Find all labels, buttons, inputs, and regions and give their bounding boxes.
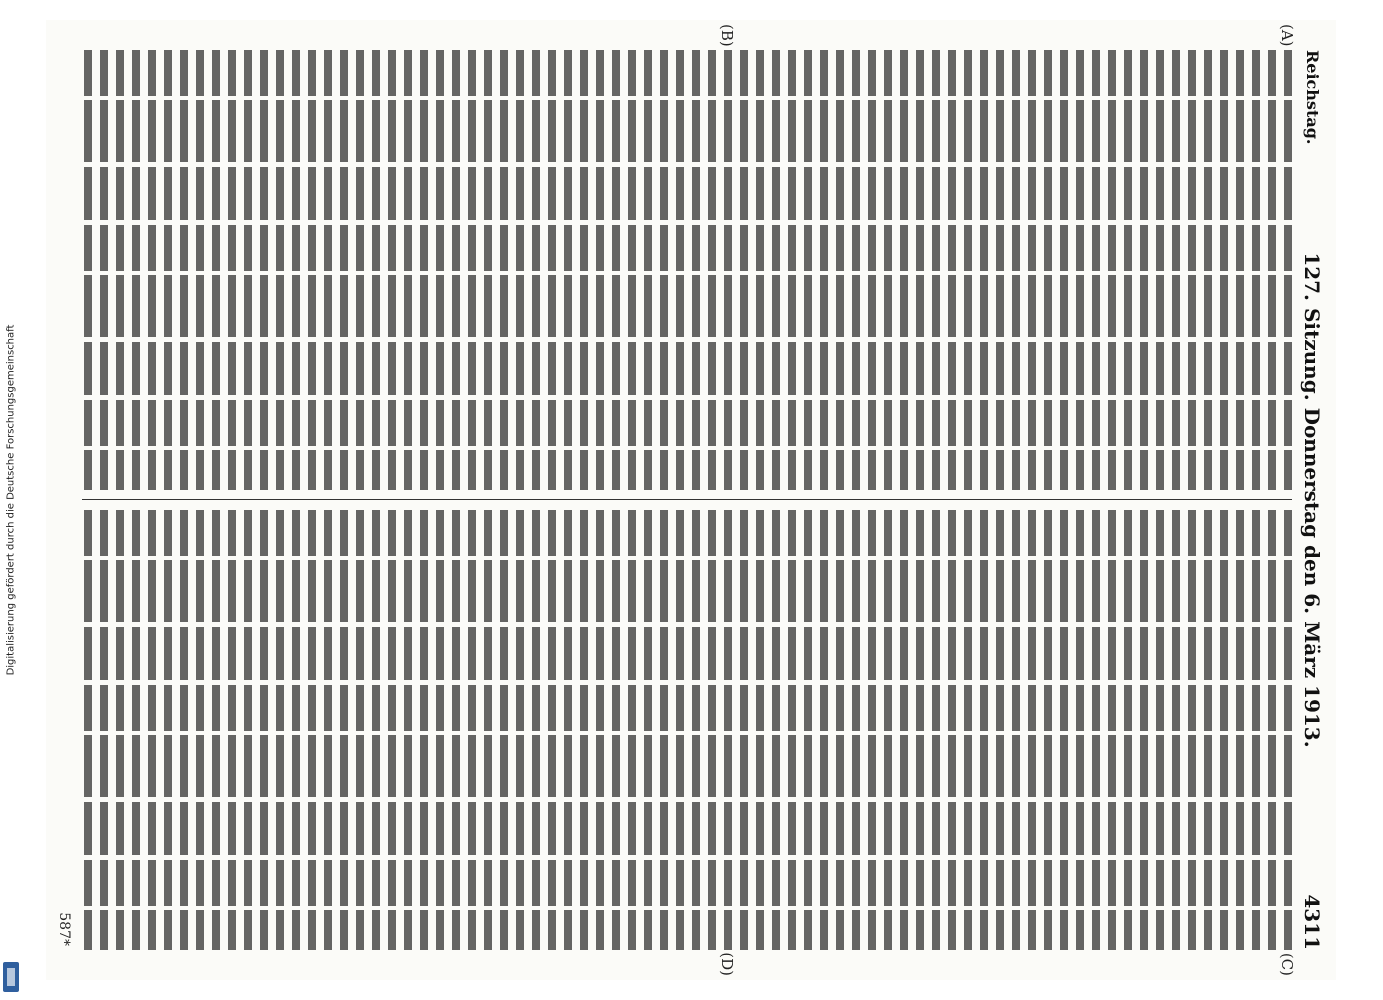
body-text-lines-right	[82, 510, 1292, 950]
margin-letter-c: (C)	[1278, 952, 1296, 976]
digitization-credit-strip	[0, 0, 22, 1000]
margin-letter-d: (D)	[718, 952, 736, 976]
scanned-page	[46, 20, 1336, 980]
column-rule	[82, 499, 1292, 500]
running-head-left: Reichstag.	[1303, 50, 1322, 145]
digitization-credit-text: Digitalisierung gefördert durch die Deutsche Forschungsgemeinschaft	[5, 324, 17, 676]
dfg-logo-icon	[3, 962, 19, 992]
folio-note: 587*	[56, 912, 72, 946]
margin-letter-b: (B)	[718, 24, 736, 47]
body-text-lines-left	[82, 50, 1292, 490]
running-head	[1298, 50, 1326, 950]
margin-letter-a: (A)	[1278, 24, 1296, 47]
text-column-left	[82, 50, 1292, 490]
running-head-center: 127. Sitzung. Donnerstag den 6. März 1913.	[1300, 252, 1324, 748]
page-number: 4311	[1300, 894, 1324, 950]
text-column-right	[82, 510, 1292, 950]
